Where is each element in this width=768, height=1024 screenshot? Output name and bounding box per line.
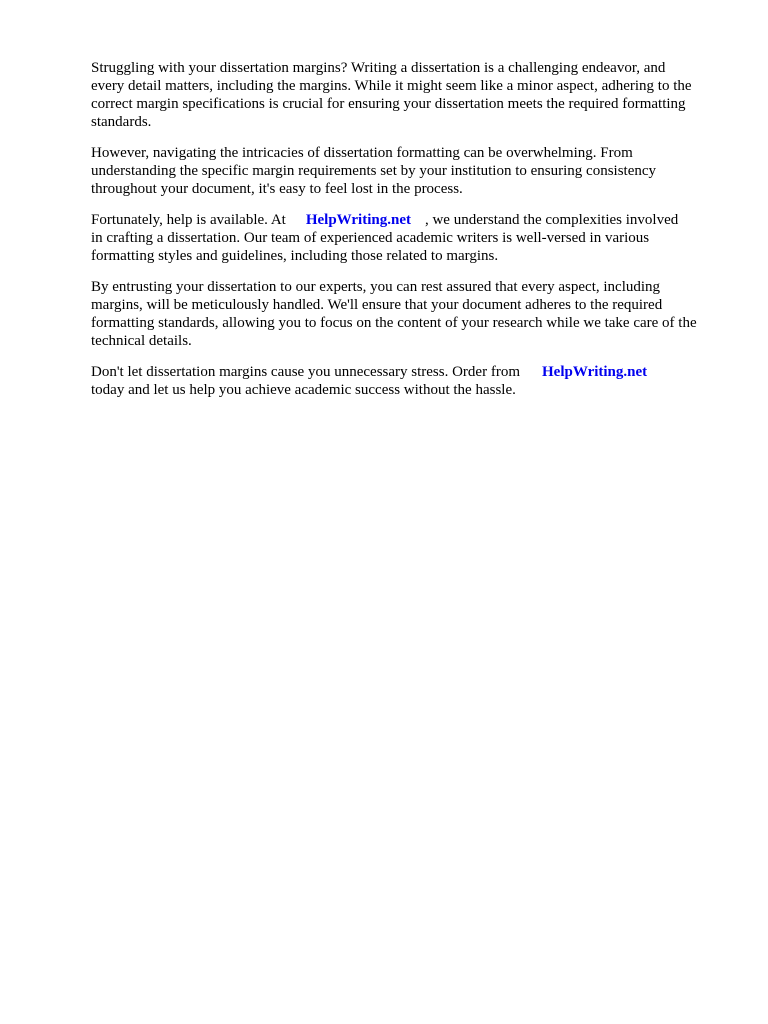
paragraph-line: technical details. (91, 333, 192, 349)
paragraph-line: standards. (91, 114, 152, 130)
paragraph-line (91, 363, 731, 381)
paragraph-line: correct margin specifications is crucial for ensuring your dissertation meets the required formatting (91, 96, 686, 112)
paragraph-line: margins, will be meticulously handled. We'll ensure that your document adheres to the required (91, 297, 663, 313)
paragraph-text: Don't let dissertation margins cause you unnecessary stress. Order from (91, 364, 520, 380)
paragraph-call-to-action (91, 363, 731, 399)
paragraph-experts (91, 278, 731, 350)
paragraph-line: formatting styles and guidelines, including those related to margins. (91, 248, 499, 264)
helpwriting-link[interactable]: HelpWriting.net (305, 212, 411, 228)
paragraph-line: today and let us help you achieve academic success without the hassle. (91, 382, 516, 398)
paragraph-line: throughout your document, it's easy to feel lost in the process. (91, 181, 463, 197)
paragraph-line: in crafting a dissertation. Our team of experienced academic writers is well-versed in various (91, 230, 650, 246)
paragraph-line (91, 211, 731, 229)
paragraph-line: every detail matters, including the margins. While it might seem like a minor aspect, adhering to the (91, 78, 692, 94)
paragraph-line: understanding the specific margin requirements set by your institution to ensuring consistency (91, 163, 657, 179)
paragraph-help (91, 211, 731, 265)
paragraph-challenges (91, 144, 731, 198)
paragraph-intro (91, 59, 731, 131)
helpwriting-link[interactable]: HelpWriting.net (542, 364, 648, 380)
paragraph-line: formatting standards, allowing you to focus on the content of your research while we take care of the (91, 315, 697, 331)
document-body (91, 59, 731, 412)
paragraph-line: Struggling with your dissertation margins? Writing a dissertation is a challenging endeavor, and (91, 60, 666, 76)
paragraph-line: By entrusting your dissertation to our experts, you can rest assured that every aspect, including (91, 279, 661, 295)
paragraph-text: , we understand the complexities involved (424, 212, 679, 228)
paragraph-text: Fortunately, help is available. At (91, 212, 286, 228)
paragraph-line: However, navigating the intricacies of dissertation formatting can be overwhelming. From (91, 145, 633, 161)
